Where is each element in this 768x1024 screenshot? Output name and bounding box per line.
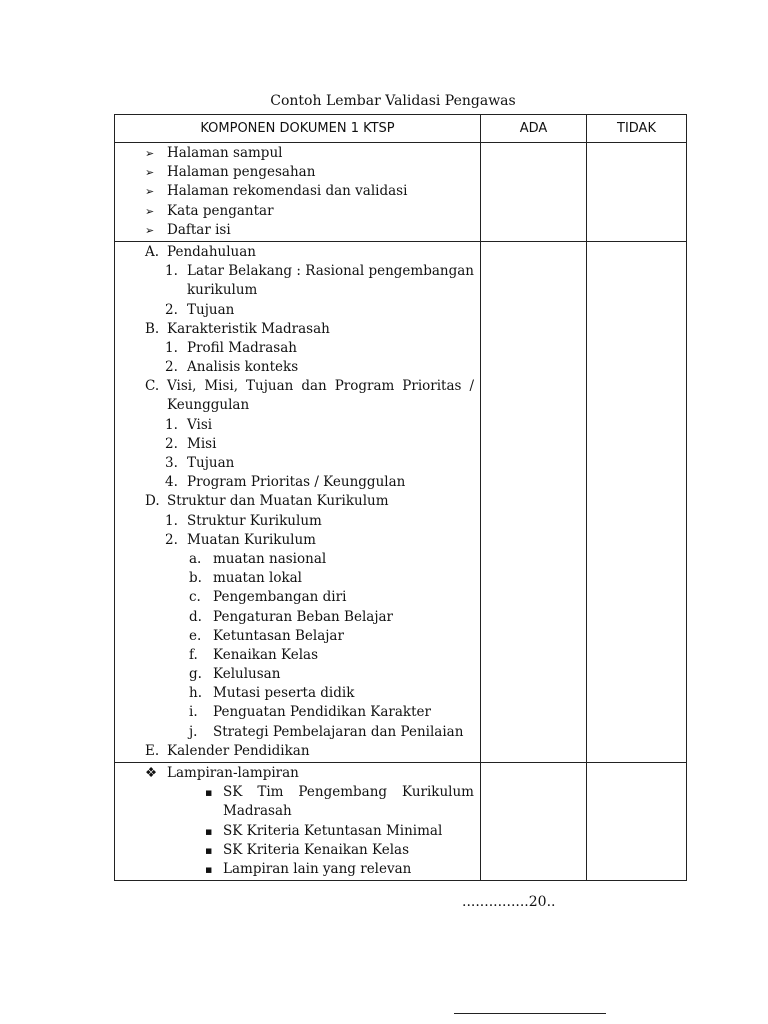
table-row xyxy=(115,241,687,762)
diamond-bullet-icon: ❖ xyxy=(145,765,158,781)
list-item: j. Strategi Pembelajaran dan Penilaian xyxy=(189,723,464,740)
list-item: ➢ Daftar isi xyxy=(115,221,480,240)
list-item: B. Karakteristik Madrasah xyxy=(145,320,330,337)
list-item: c. Pengembangan diri xyxy=(189,589,347,606)
list-item: 1. Profil Madrasah xyxy=(165,339,297,356)
table-row xyxy=(115,763,687,881)
square-bullet-icon: ▪ xyxy=(205,786,213,800)
header-komponen: KOMPONEN DOKUMEN 1 KTSP xyxy=(115,115,481,143)
list-item: 1. Visi xyxy=(165,416,213,433)
list-item: C. Visi, Misi, Tujuan dan Program Prioritas / xyxy=(145,378,474,395)
ada-cell[interactable] xyxy=(481,241,587,762)
arrow-bullet-icon: ➢ xyxy=(145,166,155,180)
list-item: b. muatan lokal xyxy=(189,570,302,587)
ada-cell[interactable] xyxy=(481,143,587,242)
list-item: ▪ SK Tim Pengembang Kurikulum xyxy=(115,783,480,802)
table-row xyxy=(115,143,687,242)
page-title: Contoh Lembar Validasi Pengawas xyxy=(270,93,516,109)
list-item: ➢ Kata pengantar xyxy=(115,202,480,221)
header-ada: ADA xyxy=(481,115,587,143)
list-item: ➢ Halaman sampul xyxy=(115,144,480,163)
list-item: 2. Muatan Kurikulum xyxy=(165,531,316,548)
date-line: ...............20.. xyxy=(462,894,556,910)
list-item: g. Kelulusan xyxy=(189,666,281,683)
square-bullet-icon: ▪ xyxy=(205,862,213,876)
list-item: D. Struktur dan Muatan Kurikulum xyxy=(145,493,389,510)
list-item: 2. Misi xyxy=(165,435,217,452)
list-item: a. muatan nasional xyxy=(189,550,327,567)
list-item: h. Mutasi peserta didik xyxy=(189,685,355,702)
list-item: 2. Tujuan xyxy=(165,301,235,318)
list-item: 1. Struktur Kurikulum xyxy=(165,512,322,529)
list-item: ➢ Halaman pengesahan xyxy=(115,163,480,182)
list-item: ▪ SK Kriteria Ketuntasan Minimal xyxy=(115,822,480,841)
tidak-cell[interactable] xyxy=(587,143,687,242)
table-header-row xyxy=(115,115,687,143)
komponen-cell: ❖ Lampiran-lampiran ▪ SK Tim Pengembang Kurikulum Madrasah ▪ SK Kriteria Ketuntasan Minimal ▪ SK Kriteria Kenaikan Kelas ▪ Lampiran lain yang relevan xyxy=(115,763,481,881)
komponen-cell xyxy=(115,143,481,242)
arrow-bullet-icon: ➢ xyxy=(145,223,155,237)
list-item: ▪ Lampiran lain yang relevan xyxy=(115,860,480,879)
validation-table xyxy=(114,114,687,881)
square-bullet-icon: ▪ xyxy=(205,843,213,857)
tidak-cell[interactable] xyxy=(587,763,687,881)
signature-line xyxy=(454,1013,606,1014)
square-bullet-icon: ▪ xyxy=(205,824,213,838)
list-item: ❖ Lampiran-lampiran xyxy=(115,764,480,783)
ada-cell[interactable] xyxy=(481,763,587,881)
list-item: f. Kenaikan Kelas xyxy=(189,646,318,663)
list-item: e. Ketuntasan Belajar xyxy=(189,627,344,644)
arrow-bullet-icon: ➢ xyxy=(145,185,155,199)
list-item: E. Kalender Pendidikan xyxy=(145,742,310,759)
arrow-bullet-icon: ➢ xyxy=(145,147,155,160)
list-item: 1. Latar Belakang : Rasional pengembangan xyxy=(165,263,474,280)
list-item: A. Pendahuluan xyxy=(145,243,256,260)
list-item: 3. Tujuan xyxy=(165,455,235,471)
tidak-cell[interactable] xyxy=(587,241,687,762)
list-item: 4. Program Prioritas / Keunggulan xyxy=(165,474,406,491)
header-tidak: TIDAK xyxy=(587,115,687,143)
arrow-bullet-icon: ➢ xyxy=(145,204,155,218)
list-item: ▪ SK Kriteria Kenaikan Kelas xyxy=(115,841,480,860)
list-item: ➢ Halaman rekomendasi dan validasi xyxy=(115,182,480,201)
list-item: 2. Analisis konteks xyxy=(165,359,299,376)
list-item: i. Penguatan Pendidikan Karakter xyxy=(189,704,431,721)
komponen-cell: A. Pendahuluan 1. Latar Belakang : Rasional pengembangan kurikulum 2. Tujuan B. Karakteristik Madrasah 1. Profil Madrasah 2. Analisis konteks C. Visi, Misi, Tujuan dan Program Prioritas / Keunggulan 1. Visi 2. Misi 3. Tujuan 4. Program Prioritas / Keunggulan D. Struktur dan Muatan Kurikulum 1. Struktur Kurikulum 2. Muatan Kurikulum a. muatan nasional b. muatan lokal c. Pengembangan diri d. Pengaturan Beban Belajar e. Ketuntasan Belajar f. Kenaikan Kelas g. Kelulusan h. Mutasi peserta didik i. Penguatan Pendidikan Karakter j. Strategi Pembelajaran dan Penilaian E. Kalender Pendidikan xyxy=(115,241,481,762)
list-item: d. Pengaturan Beban Belajar xyxy=(189,608,394,625)
